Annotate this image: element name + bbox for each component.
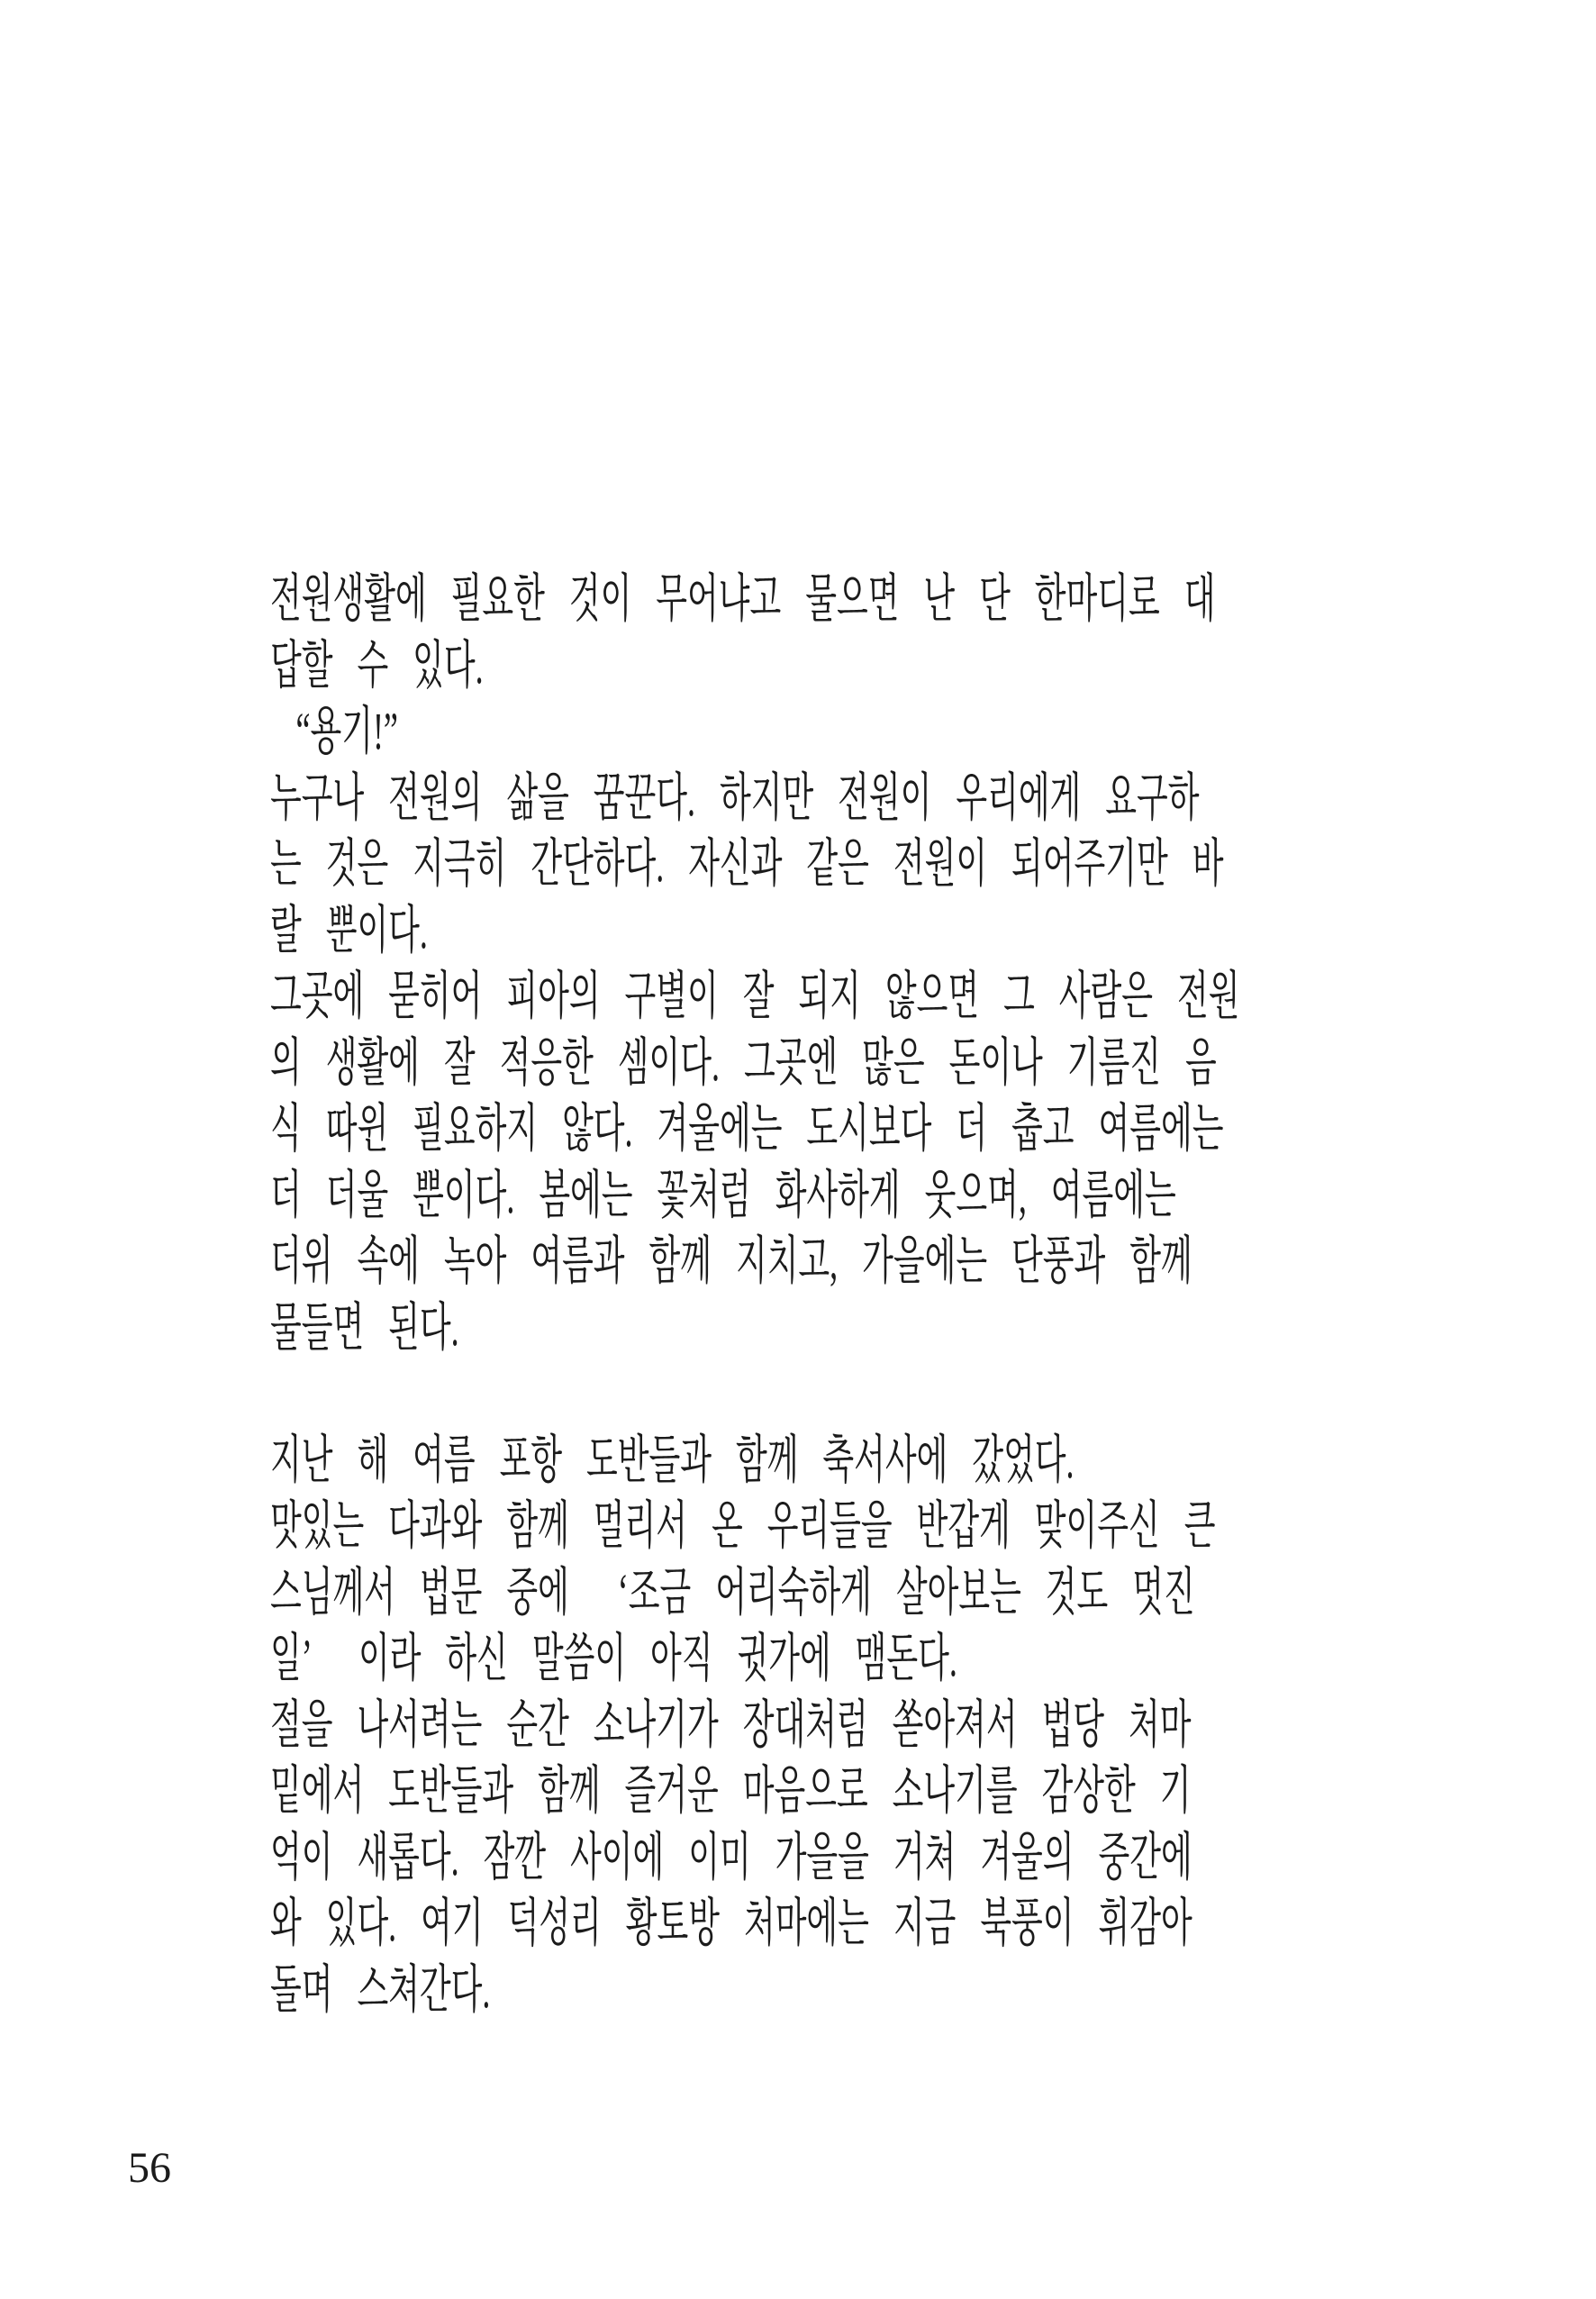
text-line: 의 생활에 잘 적응한 셈이다. 그곳엔 많은 돈이나 기름진 음	[270, 1032, 1217, 1092]
text-line: 는 것은 지극히 간단하다. 자신과 같은 전원이 되어주기만 바	[270, 834, 1224, 893]
text-line: 지난 해 여름 포항 도반들과 함께 축서사에 갔었다.	[270, 1430, 1075, 1489]
text-line: 와 있다. 여기 덕성리 황토방 처마에는 지금 북풍이 휘감아	[270, 1894, 1192, 1952]
text-line: 그곳에 묻히어 피아의 구별이 잘 되지 않으면 그 사람은 전원	[270, 967, 1240, 1025]
text-line: 밑에서 도반들과 함께 즐거운 마음으로 소나기를 감상한 기	[270, 1761, 1192, 1820]
text-line: 절을 나서려는 순간 소나기가 장대처럼 쏟아져서 법당 처마	[270, 1695, 1192, 1754]
text-line: 물들면 된다.	[270, 1297, 459, 1357]
text-line: 더 더울 뿐이다. 봄에는 꽃처럼 화사하게 웃으며, 여름에는	[270, 1165, 1176, 1224]
text-line: 전원생활에 필요한 것이 무어냐고 물으면 난 단 한마디로 대	[270, 569, 1216, 628]
text-line: 더위 속에 녹아 여름과 함께 지치고, 가을에는 단풍과 함께	[270, 1231, 1192, 1290]
text-line: 돌며 스쳐간다.	[270, 1959, 491, 2019]
text-line: 스님께서 법문 중에 ‘조금 어리숙하게 살아보는 것도 멋진	[270, 1562, 1195, 1622]
text-line: 답할 수 있다.	[270, 635, 484, 695]
text-line: 누구나 전원의 삶을 꿈꾼다. 하지만 전원이 우리에게 요구하	[270, 768, 1200, 827]
text-line: “용기!”	[295, 702, 398, 760]
text-line: 일’ 이라 하신 말씀이 아직 귓가에 맴돈다.	[270, 1629, 957, 1687]
text-line: 랄 뿐이다.	[270, 900, 428, 959]
text-line: 억이 새롭다. 잠깐 사이에 이미 가을을 거쳐 겨울의 중간에	[270, 1827, 1192, 1886]
text-line: 식 따윈 필요하지 않다. 겨울에는 도시보다 더 춥고 여름에는	[270, 1099, 1224, 1158]
blank-line	[270, 1360, 1275, 1427]
page-number: 56	[128, 2144, 171, 2192]
text-line: 맛있는 다과와 함께 멀리서 온 우리들을 반갑게 맞이주신 큰	[270, 1496, 1216, 1555]
text-block	[270, 566, 1275, 2022]
